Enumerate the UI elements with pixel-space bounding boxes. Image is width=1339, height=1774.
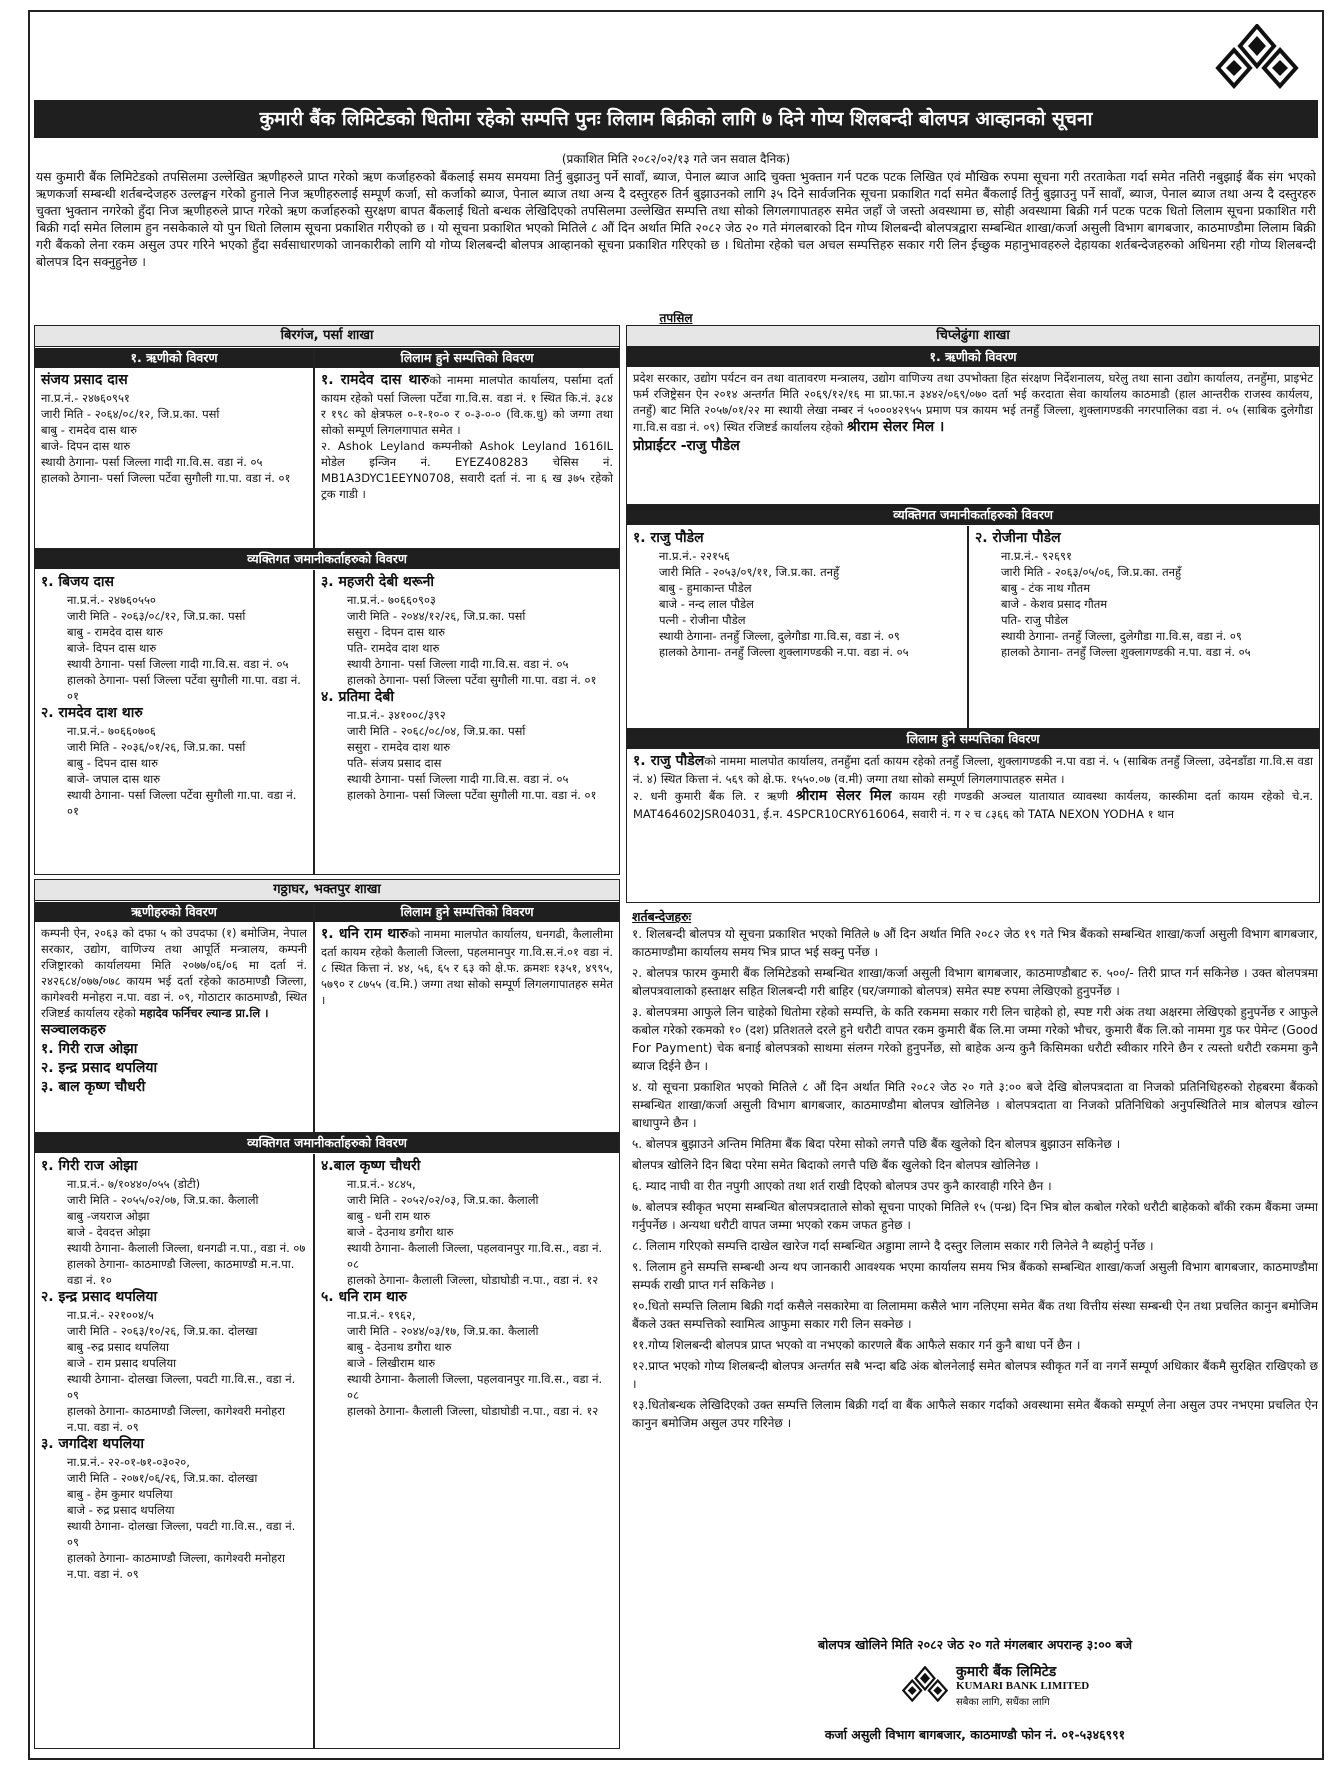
kumari-diamond-logo-icon (900, 1666, 950, 1704)
property-details: १. रामदेव दास थारुको नाममा मालपोत कार्यालय, पर्सामा दर्ता कायम रहेको पर्सा जिल्ला पर्टेवा गा.वि.स. वडा नं. १ स्थित कि.नं. ३८४ र १९८ को क्षेत्रफल ०-१-१०-० र ०-३-०-० (वि.क.धु) को जग्गा तथा सोको सम्पूर्ण लिगलगापात समेत । २. Ashok Leyland कम्पनीको Ashok Leyland 1616IL मोडेल इन्जिन नं. EYEZ408283 चेसिस नं. MB1A3DYC1EEYN0708, सवारी दर्ता नं. ना ६ ख ३७५ रहेको ट्रक गाडी । (321, 372, 613, 501)
guarantors-left: १. गिरी राज ओझा ना.प्र.नं.- ७/१०४४०/०५५ (डोटी) जारी मिति - २०५५/०२/०७, जि.प्र.का. कैलाली बाबु -जयराज ओझा बाजे - देवदत्त ओझा स्थायी ठेगाना- कैलाली जिल्ला, धनगढी न.पा., वडा नं. ०७ हालको ठेगाना- काठमाण्डौ जिल्ला, काठमाण्डौ म.न.पा. वडा नं. १० २. इन्द्र प्रसाद थपलिया ना.प्र.नं.- २२१००४/५ जारी मिति - २०६३/१०/२६, जि.प्र.का. दोलखा बाबु -रुद्र प्रसाद थपलिया बाजे - राम प्रसाद थपलिया स्थायी ठेगाना- दोलखा जिल्ला, पवटी गा.वि.स., वडा नं. ०९ हालको ठेगाना- काठमाण्डौ जिल्ला, कागेश्वरी मनोहरा न.पा. वडा नं. ०९ ३. जगदिश थपलिया ना.प्र.नं.- २२-०१-७१-०३०२०, जारी मिति - २०७१/०६/२६, जि.प्र.का. दोलखा बाबु - हेम कुमार थपलिया बाजे - रुद्र प्रसाद थपलिया स्थायी ठेगाना- दोलखा जिल्ला, पवटी गा.वि.स., वडा नं. ०९ हालको ठेगाना- काठमाण्डौ जिल्ला, कागेश्वरी मनोहरा न.पा. वडा नं. ०९ (41, 1158, 306, 1581)
contact-line: कर्जा असुली विभाग बागबजार, काठमाण्डौ फोन नं. ०१-५३४६९९१ (824, 1727, 1126, 1742)
guarantor-heading: व्यक्तिगत जमानीकर्ताहरुको विवरण (35, 549, 619, 569)
conditions-list: १. शिलबन्दी बोलपत्र यो सूचना प्रकाशित भएको मितिले ७ औं दिन अर्थात मिति २०८२ जेठ १९ गते भित्र बैंकको सम्बन्धित शाखा/कर्जा असुली विभाग बागबजार, काठमाण्डौमा कार्यालय समय भित्र प्राप्त भई सक्नु पर्नेछ । २. बोलपत्र फारम कुमारी बैंक लिमिटेडको सम्बन्धित शाखा/कर्जा असुली विभाग बागबजार, काठमाण्डौबाट रु. ५००/- तिरी प्राप्त गर्न सकिनेछ । उक्त बोलपत्रमा बोलपत्रवालाको हस्ताक्षर सहित शिलबन्दी गरी बाहिर (घर/जग्गाको बोलपत्र) समेत स्पष्ट रुपमा लेखिएको हुनुपर्नेछ । ३. बोलपत्रमा आफुले लिन चाहेको धितोमा रहेको सम्पत्ति, के कति रकममा सकार गरी लिन चाहेको हो, स्पष्ट गरी अंक तथा अक्षरमा लेखिएको हुनुपर्नेछ र आफुले कबोल गरेको रकमको १० (दश) प्रतिशतले दरले हुने धरौटी वापत रकम कुमारी बैंक लि.मा जम्मा गरेको भौचर, कुमारी बैंक लि.को नाममा गुड फर पेमेन्ट (Good For Payment) चेक बनाई बोलपत्रको साथमा संलग्न गरेको हुनुपर्नेछ, सो बाहेक अन्य कुनै किसिमका धरौटी स्वीकार गरिने छैन र त्यस्तो धरौटी रकममा कुनै ब्याज दिईने छैन । ४. यो सूचना प्रकाशित भएको मितिले ८ औं दिन अर्थात मिति २०८२ जेठ २० गते ३:०० बजे देखि बोलपत्रदाता वा निजको प्रतिनिधिहरुको रोहबरमा बैंकको सम्बन्धित शाखा/कर्जा असुली विभाग बागबजार, काठमाण्डौमा बोलपत्र खोलिनेछ । बोलपत्रदाता वा निजको प्रतिनिधिको अनुपस्थितिले मात्र बोलपत्र खोल्न बाधापुग्ने छैन । ५. बोलपत्र बुझाउने अन्तिम मितिमा बैंक बिदा परेमा सोको लगत्तै पछि बैंक खुलेको दिन बोलपत्र बुझाउन सकिनेछ । बोलपत्र खोलिने दिन बिदा परेमा समेत बिदाको लगत्तै पछि बैंक खुलेको दिन बोलपत्र खोलिनेछ । ६. म्याद नाघी वा रीत नपुगी आएको तथा शर्त राखी दिएको बोलपत्र उपर कुनै कारवाही गरिने छैन । ७. बोलपत्र स्वीकृत भएमा सम्बन्धित बोलपत्रदाताले सोको सूचना पाएको मितिले १५ (पन्ध्र) दिन भित्र बोल कबोल गरेको धरौटी बाहेकको बाँकी रकम बैंकमा जम्मा गर्नुपर्नेछ । अन्यथा धरौटी वापत जम्मा भएको रकम जफत हुनेछ । ८. लिलाम गरिएको सम्पत्ति दाखेल खारेज गर्दा सम्बन्धित अड्डामा लाग्ने दै दस्तुर लिलाम सकार गरी लिनेले नै ब्यहोर्नु पर्नेछ । ९. लिलाम हुने सम्पत्ति सम्बन्धी अन्य थप जानकारी आवश्यक भएमा कार्यालय समय भित्र बैंकको सम्बन्धित शाखा/कर्जा असुली विभाग बागबजार, काठमाण्डौमा सम्पर्क राखी प्राप्त गर्न सकिनेछ । १०.धितो सम्पत्ति लिलाम बिक्री गर्दा कसैले नसकारेमा वा लिलाममा कसैले भाग नलिएमा समेत बैंक तथा वित्तीय संस्था सम्बन्धी ऐन तथा प्रचलित कानुन बमोजिम बैंकले उक्त सम्पत्तिको स्वामित्व आफुमा सकार गरी लिन सक्नेछ । ११.गोप्य शिलबन्दी बोलपत्र प्राप्त भएको वा नभएको कारणले बैंक आफैले सकार गर्न कुनै बाधा पर्ने छैन । १२.प्राप्त भएको गोप्य शिलबन्दी बोलपत्र अन्तर्गत सबै भन्दा बढि अंक बोलनेलाई समेत बोलपत्र स्वीकृत गर्ने वा नगर्ने सम्पूर्ण अधिकार बैंकमै सुरक्षित राखिएको छ । १३.धितोबन्धक लेखिदिएको उक्त सम्पत्ति लिलाम बिक्री गर्दा वा बैंक आफैले सकार गर्दाको अवस्थामा समेत बैंकको सम्पूर्ण लेना असुल उपर नभएमा प्रचलित ऐन कानुन बमोजिम असुल उपर गरिनेछ । (632, 927, 1318, 1430)
gatthaghar-branch-box (34, 879, 620, 1749)
property-details: १. धनि राम थारुको नाममा मालपोत कार्यालय, धनगढी, कैलालीमा दर्ता कायम रहेको कैलाली जिल्ला, पहलमानपुर गा.वि.स.नं.०१ वडा नं. ८ स्थित कित्ता नं. ४४, ५६, ६५ र ६३ को क्षे.फ. क्रमशः १३५१, ४९९५, ५७९० र ८७५५ (व.मि.) जग्गा तथा सोको सम्पूर्ण लिगलगापातहरु समेत । (321, 926, 613, 1007)
guarantors-left: १. बिजय दास ना.प्र.नं.- २४७६०५५० जारी मिति - २०६३/०८/१२, जि.प्र.का. पर्सा बाबु - रामदेव दास थारु बाजे- दिपन दास थारु स्थायी ठेगाना- पर्सा जिल्ला गादी गा.वि.स. वडा नं. ०५ हालको ठेगाना- पर्सा जिल्ला पर्टेवा सुगौली गा.पा. वडा नं. ०१ २. रामदेव दाश थारु ना.प्र.नं.- ७०६६०७०६ जारी मिति - २०३६/०१/२६, जि.प्र.का. पर्सा बाबु - दिपन दास थारु बाजे- जपाल दास थारु स्थायी ठेगाना- पर्सा जिल्ला पर्टेवा सुगौली गा.पा. वडा नं. ०१ (41, 574, 301, 818)
borrower-name: संजय प्रसाद दास (41, 372, 128, 388)
schedule-heading: तपसिल (659, 311, 693, 325)
kumari-diamond-logo-icon (1212, 24, 1302, 92)
borrower-details: ना.प्र.नं.- २४७६०९५१ जारी मिति - २०६४/०८/१२, जि.प्र.का. पर्सा बाबु - रामदेव दास थारु बाजे- दिपन दास थारु स्थायी ठेगाना- पर्सा जिल्ला गादी गा.वि.स. वडा नं. ०५ हालको ठेगाना- पर्सा जिल्ला पर्टेवा सुगौली गा.पा. वडा नं. ०१ (41, 391, 291, 485)
borrower-heading: १. ऋणीको विवरण (35, 348, 313, 368)
chipledhunga-branch-box (626, 325, 1320, 903)
bank-tagline: सबैका लागि, सधैंका लागि (956, 1697, 1050, 1708)
conditions-heading: शर्तबन्देजहरुः (632, 909, 692, 924)
bank-name-np: कुमारी बैंक लिमिटेड (956, 1664, 1057, 1680)
property-heading: लिलाम हुने सम्पत्तिको विवरण (315, 902, 619, 922)
publication-date: (प्रकाशित मिति २०८२/०२/१३ गते जन सवाल दैनिक) (561, 152, 791, 166)
guarantor-heading: व्यक्तिगत जमानीकर्ताहरुको विवरण (35, 1133, 619, 1153)
guarantors-right: ३. महजरी देबी थरूनी ना.प्र.नं.- ७०६६०९०३ जारी मिति - २०४४/१२/२६, जि.प्र.का. पर्सा ससुरा - दिपन दास थारु पति- रामदेव दाश थारु स्थायी ठेगाना- पर्सा जिल्ला गादी गा.वि.स. वडा नं. ०५ हालको ठेगाना- पर्सा जिल्ला पर्टेवा सुगौली गा.पा. वडा नं. ०१ ४. प्रतिमा देबी ना.प्र.नं.- ३४१००८/३९२ जारी मिति - २०६८/०८/०४, जि.प्र.का. पर्सा ससुरा - रामदेव दाश थारु पति- संजय प्रसाद दास स्थायी ठेगाना- पर्सा जिल्ला गादी गा.वि.स. वडा नं. ०५ हालको ठेगाना- पर्सा जिल्ला पर्टेवा सुगौली गा.पा. वडा नं. ०१ (321, 574, 597, 802)
footer-bank-logo (900, 1662, 1160, 1712)
borrower-heading: ऋणीहरुको विवरण (35, 902, 313, 922)
borrower-details: प्रदेश सरकार, उद्योग पर्यटन वन तथा वातावरण मन्त्रालय, उद्योग वाणिज्य तथा उपभोक्ता हित संरक्षण निर्देशनालय, घरेलु तथा साना उद्योग कार्यालय, तनहुँमा, प्राइभेट फर्म रजिष्ट्रेसन ऐन २०१४ अन्तर्गत मिति २०६९/१२/१६ मा प्रा.फा.न ३४४२/०६९/०७० दर्ता भई करदाता सेवा कार्यालय काठमाडौ (हाल आन्तरीक राजस्व कार्यलय, तनहुँ) बाट मिति २०५७/०१/२२ मा स्थायी लेखा नम्बर नं ५०००४२९५५ प्रमाण पत्र कायम भई तनहुँ जिल्ला, शुक्लागण्डकी नगरपालिका वडा नं. ०५ (साबिक दुलेगौडा गा.वि.स वडा नं. ०९) स्थित रजिष्टर्ड कार्यालय रहेको श्रीराम सेलर मिल । प्रोप्राईटर -राजु पौडेल (633, 371, 1313, 454)
property-details: १. राजु पौडेलको नाममा मालपोत कार्यालय, तनहुँमा दर्ता कायम रहेको तनहुँ जिल्ला, शुक्लागण्डकी न.पा वडा नं. ५ (साबिक तनहुँ जिल्ला, उदेनडाँडा गा.वि.स वडा नं. ४) स्थित कित्ता नं. ५६९ को क्षे.फ. १५५०.०७ (व.मी) जग्गा तथा सोको सम्पूर्ण लिगलगापातहरु समेत । २. धनी कुमारी बैंक लि. र ऋणी श्रीराम सेलर मिल कायम रही गण्डकी अञ्चल यातायात व्यावस्था कार्यलय, कास्कीमा दर्ता कायम रहेको चे.न. MAT464602JSR04031, ई.न. 4SPCR10CRY616064, सवारी नं. ग २ च ८३६६ को TATA NEXON YODHA १ थान (633, 753, 1314, 821)
borrower-details: कम्पनी ऐन, २०६३ को दफा ५ को उपदफा (१) बमोजिम, नेपाल सरकार, उद्योग, वाणिज्य तथा आपूर्ति मन्त्रालय, कम्पनी रजिष्ट्रारको कार्यालयमा मिति २०७७/०६/०६ मा दर्ता नं. २४२६८४/०७७/०७८ कायम भई दर्ता रहेको काठमाण्डौ जिल्ला, कागेश्वरी मनोहरा न.पा. वडा नं. ०९, गोठाटार काठमाण्डौ, स्थित रजिष्टर्ड कार्यालय रहेको महादेव फर्निचर ल्यान्ड प्रा.लि । सञ्चालकहरु १. गिरी राज ओझा २. इन्द्र प्रसाद थपलिया ३. बाल कृष्ण चौधरी (41, 926, 307, 1095)
notice-page (28, 10, 1324, 1760)
branch-heading: बिरगंज, पर्सा शाखा (35, 326, 619, 347)
bank-name-en: KUMARI BANK LIMITED (956, 1680, 1090, 1692)
property-heading: लिलाम हुने सम्पत्तिका विवरण (627, 729, 1319, 749)
intro-paragraph: यस कुमारी बैंक लिमिटेडको तपसिलमा उल्लेखित ऋणीहरुले प्राप्त गरेको ऋण कर्जाहरुको बैंकलाई समय समयमा तिर्नु बुझाउनु पर्ने सावाँ, ब्याज, पेनाल ब्याज आदि चुक्ता भुक्तान गर्न पटक पटक लिखित एवं मौखिक रुपमा सूचना गरी तरताकेता गर्दा समेत नतिरी नबुझाई बैंक संग भएको ऋणकर्जा सम्बन्धी शर्तबन्देजहरु उल्लङ्घन गरेको हुनाले निज ऋणीहरुलाई सम्पूर्ण कर्जा, सो कर्जाको ब्याज, पेनाल ब्याज तथा अन्य दै दस्तुरहरु तिर्न बुझाउनको लागि ३५ दिने सार्वजनिक सूचना प्रकाशित गर्दा समेत बैंकलाई तिर्नु बुझाउनु पर्ने सावाँ, ब्याज, पेनाल ब्याज तथा अन्य दै दस्तुरहरु चुक्ता भुक्तान नगरेको हुँदा निज ऋणीहरुले प्राप्त गरेको ऋण कर्जाहरुको सुरक्षण बापत बैंकलाई धितो बन्धक लेखिदिएको तपसिलमा उल्लेखित सम्पत्ति तथा सोको लिगलगापातहरु समेत जहाँ जे जस्तो अवस्थामा छ, सोही अवस्थामा बिक्री गर्न पटक पटक धितो लिलाम सूचना प्रकाशित गरी बिक्री गर्दा समेत लिलाम हुन नसकेकाले यो पुन धितो लिलाम सूचना प्रकाशित गरीएको छ । यो सूचना प्रकाशित भएको मितिले ८ औं दिन अर्थात मिति २०८२ जेठ २० गते मंगलबारको दिन गोप्य शिलबन्दी बोलपत्रद्वारा सम्बन्धित शाखा/कर्जा असुली विभाग बागबजार, काठमाण्डौमा लिलाम बिक्री गरी बैंकको लेना रकम असुल उपर गरिने भएको हुँदा सर्वसाधारणको जानकारीको लागि यो गोप्य शिलबन्दी बोलपत्र आव्हानको सूचना प्रकाशित गरिएको छ । धितोमा रहेको चल अचल सम्पत्तिहरु सकार गरी लिन ईच्छुक महानुभावहरुले देहायका शर्तबन्देजहरुको अधिनमा रही गोप्य शिलबन्दी बोलपत्र दिन सक्नुहुनेछ । (36, 169, 1316, 269)
guarantors-right: २. रोजीना पौडेल ना.प्र.नं.- ९२६९१ जारी मिति - २०६३/०५/०६, जि.प्र.का. तनहुँ बाबु - टंक नाथ गौतम बाजे - केशव प्रसाद गौतम पति- राजु पौडेल स्थायी ठेगाना- तनहुँ जिल्ला, दुलेगौडा गा.वि.स, वडा नं. ०९ हालको ठेगाना- तनहुँ जिल्ला शुक्लागण्डकी न.पा. वडा नं. ०५ (975, 530, 1251, 659)
birgunj-branch-box (34, 325, 620, 875)
guarantors-left: १. राजु पौडेल ना.प्र.नं.- २२१५६ जारी मिति - २०५३/०९/११, जि.प्र.का. तनहुँ बाबु - हुमाकान्त पौडेल बाजे - नन्द लाल पौडेल पत्नी - रोजीना पौडेल स्थायी ठेगाना- तनहुँ जिल्ला, दुलेगौडा गा.वि.स, वडा नं. ०९ हालको ठेगाना- तनहुँ जिल्ला शुक्लागण्डकी न.पा. वडा नं. ०५ (633, 530, 909, 659)
opening-date: बोलपत्र खोलिने मिति २०८२ जेठ २० गते मंगलबार अपरान्ह ३:०० बजे (817, 1637, 1133, 1652)
guarantors-right: ४.बाल कृष्ण चौधरी ना.प्र.नं.- ४८४५, जारी मिति - २०५२/०२/०३, जि.प्र.का. कैलाली बाबु - धनी राम थारु बाजे - देउनाथ डगौरा थारु स्थायी ठेगाना- कैलाली जिल्ला, पहलवानपुर गा.वि.स., वडा नं. ०८ हालको ठेगाना- कैलाली जिल्ला, घोडाघोडी न.पा., वडा नं. १२ ५. धनि राम थारु ना.प्र.नं.- १९६२, जारी मिति - २०४४/०३/१७, जि.प्र.का. कैलाली बाबु - देउनाथ डगौरा थारु बाजे - लिखीराम थारु स्थायी ठेगाना- कैलाली जिल्ला, पहलवानपुर गा.वि.स., वडा नं. ०८ हालको ठेगाना- कैलाली जिल्ला, घोडाघोडी न.पा., वडा नं. १२ (321, 1158, 603, 1418)
notice-title: कुमारी बैंक लिमिटेडको धितोमा रहेको सम्पत्ति पुनः लिलाम बिक्रीको लागि ७ दिने गोप्य शिलबन्दी बोलपत्र आव्हानको सूचना (34, 100, 1318, 138)
conditions-section (632, 908, 1318, 1628)
branch-heading: गठ्ठाघर, भक्तपुर शाखा (35, 880, 619, 901)
branch-heading: चिप्लेढुंगा शाखा (627, 326, 1319, 347)
property-heading: लिलाम हुने सम्पत्तिको विवरण (315, 348, 619, 368)
guarantor-heading: व्यक्तिगत जमानीकर्ताहरुको विवरण (627, 505, 1319, 525)
borrower-heading: १. ऋणीको विवरण (627, 347, 1319, 367)
